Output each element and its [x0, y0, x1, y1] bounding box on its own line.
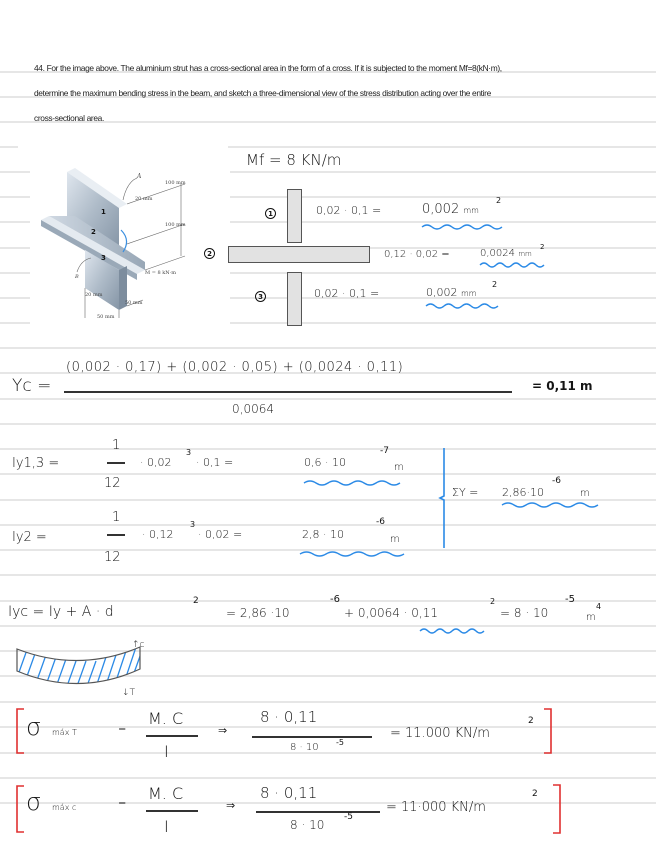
stress-t-equals: =: [118, 724, 127, 735]
svg-text:50 mm: 50 mm: [97, 314, 115, 320]
stress-t-num2: 8 · 0,11: [260, 708, 318, 726]
stress-c-sigma: σ: [26, 788, 42, 816]
sketch-label-compression: ↑c: [132, 640, 145, 650]
centroid-denominator: 0,0064: [232, 402, 274, 416]
stress-c-num2: 8 · 0,11: [260, 784, 318, 802]
svg-text:3: 3: [101, 254, 106, 262]
stress-t-numerator: M. C: [148, 709, 184, 728]
inertia-2-unit: m: [390, 534, 400, 545]
parallel-axis-rhs3-exp: -5: [565, 594, 575, 605]
stress-c-result-exp: 2: [532, 789, 538, 799]
stress-c-fraction-line-2: [256, 811, 380, 813]
svg-text:B: B: [75, 274, 79, 280]
inertia-sum-label: ΣY =: [452, 486, 479, 499]
inertia-2-exp: 3: [190, 520, 196, 529]
inertia-13-den: 12: [104, 476, 121, 491]
moment-label: Mf = 8 KN/m: [246, 151, 342, 169]
area-2-underline: [480, 262, 544, 268]
svg-text:M = 8 kN·m: M = 8 kN·m: [145, 270, 176, 276]
parallel-axis-unit-exp: 4: [596, 602, 602, 611]
inertia-2-result: 2,8 · 10: [302, 528, 344, 541]
parallel-axis-rhs2-exp: 2: [490, 597, 496, 606]
parallel-axis-rhs1-exp: -6: [330, 594, 340, 605]
svg-text:2: 2: [91, 228, 96, 236]
area-1-expression: 0,02 · 0,1 =: [316, 204, 382, 217]
centroid-lhs: Yc =: [12, 376, 52, 396]
section-part-3: [287, 272, 302, 326]
stress-c-numerator: M. C: [148, 784, 184, 803]
stress-t-implies: ⇒: [218, 724, 228, 737]
problem-line-2: determine the maximum bending stress in the beam, and sketch a three-dimensional view of the stress distribution acting over the entire: [34, 88, 491, 98]
stress-t-bracket-right: [541, 708, 555, 754]
inertia-2-fraction-line: [107, 534, 125, 536]
area-2-result: 0,0024 mm: [480, 248, 532, 259]
area-2-exp: 2: [540, 243, 545, 251]
strut-figure: [35, 160, 215, 320]
sketch-label-tension: ↓T: [122, 688, 136, 698]
problem-line-1: 44. For the image above. The aluminium strut has a cross-sectional area in the form of a cross. If it is subjected to the moment Mf=8(kN·m),: [34, 63, 502, 73]
area-1-underline: [422, 224, 502, 230]
area-2-expression: 0,12 · 0,02 =: [384, 249, 450, 260]
part-3-marker: 3: [255, 291, 266, 302]
stress-t-result: = 11.000 KN/m: [390, 726, 490, 741]
inertia-2-lhs: Iy2 =: [12, 530, 47, 545]
svg-text:50 mm: 50 mm: [125, 300, 143, 306]
inertia-13-num: 1: [112, 438, 121, 453]
svg-text:20 mm: 20 mm: [85, 292, 103, 298]
area-1-exp: 2: [496, 196, 502, 205]
section-part-1: [287, 189, 302, 243]
inertia-13-fraction-line: [107, 462, 125, 464]
stress-c-denominator: I: [164, 817, 169, 836]
inertia-sum-result: 2,86·10: [502, 486, 544, 499]
stress-t-result-exp: 2: [528, 716, 534, 726]
stress-c-bracket-right: [550, 784, 564, 834]
parallel-axis-unit: m: [586, 612, 596, 623]
inertia-13-exp: 3: [186, 448, 192, 457]
inertia-13-expr2: · 0,1 =: [196, 456, 234, 469]
stress-c-den2-exp: -5: [344, 812, 353, 822]
inertia-13-result-exp: -7: [380, 446, 389, 456]
stress-t-fraction-line: [146, 735, 198, 737]
stress-t-den2: 8 · 10: [290, 742, 319, 753]
strut-illustration: [35, 160, 215, 320]
stress-c-result: = 11·000 KN/m: [386, 800, 486, 815]
area-3-exp: 2: [492, 280, 498, 289]
part-2-marker: 2: [204, 248, 215, 259]
part-1-marker: 1: [265, 208, 276, 219]
stress-t-sigma: σ: [26, 713, 42, 741]
svg-text:1: 1: [101, 208, 106, 216]
inertia-2-expr: · 0,12: [142, 528, 174, 541]
inertia-13-unit: m: [394, 462, 404, 473]
svg-text:100 mm: 100 mm: [165, 180, 186, 186]
inertia-13-lhs: Iy1,3 =: [12, 456, 60, 471]
centroid-result: = 0,11 m: [532, 379, 593, 393]
inertia-sum-exp: -6: [552, 476, 561, 486]
stress-t-fraction-line-2: [252, 736, 372, 738]
centroid-fraction-line: [64, 391, 512, 393]
stress-c-equals: =: [118, 798, 127, 809]
parallel-axis-rhs2: + 0,0064 · 0,11: [344, 606, 439, 620]
inertia-2-num: 1: [112, 510, 121, 525]
area-3-result: 0,002 mm: [426, 286, 477, 299]
stress-t-den2-exp: -5: [336, 738, 344, 747]
parallel-axis-lhs-exp: 2: [193, 596, 199, 606]
inertia-2-expr2: · 0,02 =: [198, 528, 243, 541]
stress-c-fraction-line: [146, 810, 198, 812]
inertia-2-den: 12: [104, 550, 121, 565]
svg-text:100 mm: 100 mm: [165, 222, 186, 228]
parallel-axis-lhs: Iyc = Iy + A · d: [8, 604, 114, 620]
stress-c-den2: 8 · 10: [290, 818, 325, 832]
stress-c-subscript: máx c: [52, 803, 77, 812]
section-part-2: [228, 246, 370, 263]
problem-line-3: cross-sectional area.: [34, 113, 104, 123]
sum-brace: [438, 448, 448, 548]
inertia-13-result: 0,6 · 10: [304, 456, 346, 469]
area-1-result: 0,002 mm: [422, 202, 479, 217]
area-3-expression: 0,02 · 0,1 =: [314, 287, 380, 300]
stress-c-implies: ⇒: [226, 799, 236, 812]
parallel-axis-rhs3: = 8 · 10: [500, 606, 549, 620]
parallel-axis-rhs1: = 2,86 ·10: [226, 606, 290, 620]
parallel-axis-underline: [420, 628, 484, 634]
inertia-2-underline: [300, 551, 404, 557]
stress-t-subscript: máx T: [52, 728, 77, 737]
inertia-13-underline: [304, 480, 402, 486]
svg-text:A: A: [137, 173, 142, 180]
stress-t-denominator: I: [164, 742, 169, 761]
svg-text:20 mm: 20 mm: [135, 196, 153, 202]
inertia-sum-underline: [502, 502, 602, 508]
inertia-sum-unit: m: [580, 488, 590, 499]
centroid-numerator: (0,002 · 0,17) + (0,002 · 0,05) + (0,0024 · 0,11): [66, 360, 404, 375]
area-3-underline: [426, 303, 498, 309]
inertia-2-result-exp: -6: [376, 517, 385, 527]
inertia-13-expr: · 0,02: [140, 456, 172, 469]
